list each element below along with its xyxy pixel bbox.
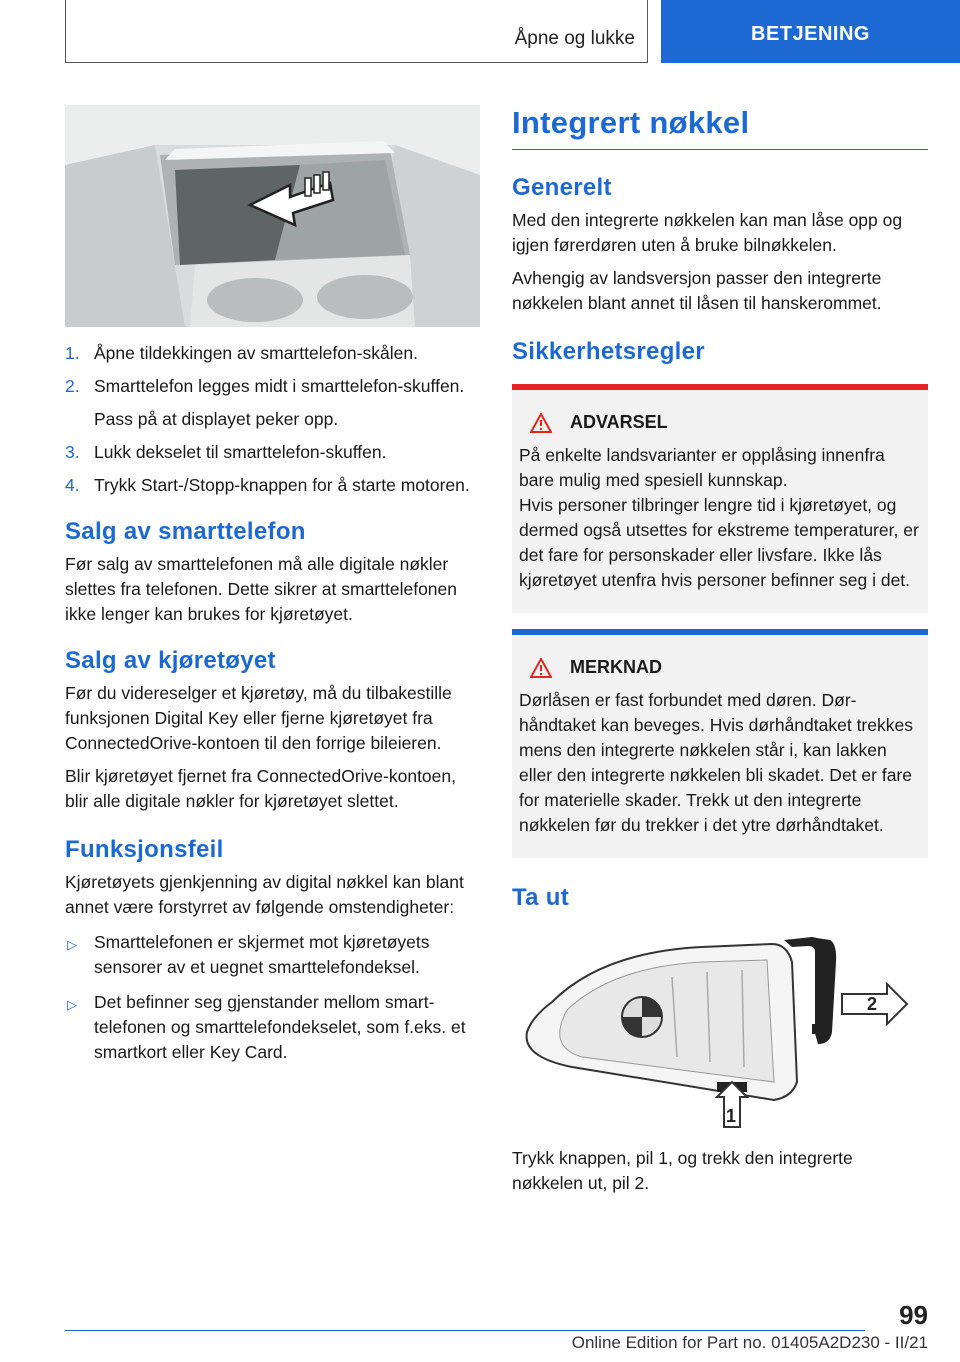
warning-text: På enkelte landsvarianter er opplåsing innenfra bare mulig med spesiell kunnskap. [519,445,885,490]
step-text: Trykk Start-/Stopp-knappen for å starte motoren. [94,475,470,495]
warning-box [512,384,928,613]
paragraph: Trykk knappen, pil 1, og trekk den integrerte nøkkelen ut, pil 2. [512,1148,853,1193]
list-item-text: Det befinner seg gjenstander mellom smarttelefonen og smarttelefondekselet, som f.eks. et smartkort eller Key Card. [94,992,466,1062]
list-item [65,930,480,980]
chapter-tab [661,0,960,63]
step-number: 3. [65,442,80,462]
paragraph: Avhengig av landsversjon passer den integrerte nøkkelen blant annet til låsen til hanskerommet. [512,268,882,313]
callout-1: 1 [726,1106,737,1126]
step-number: 4. [65,475,80,495]
paragraph: Kjøretøyets gjenkjenning av digital nøkkel kan blant annet være forstyrret av følgende omstendigheter: [65,872,464,917]
paragraph: Med den integrerte nøkkelen kan man låse opp og igjen førerdøren uten å bruke bilnøkkelen. [512,210,903,255]
step-item [65,473,480,498]
paragraph: Blir kjøretøyet fjernet fra ConnectedOrive-kontoen, blir alle digitale nøkler for kjøretøyet slettet. [65,766,456,811]
warning-label: ADVARSEL [570,412,668,432]
heading-ta-ut: Ta ut [512,884,570,911]
step-item [65,341,480,366]
heading-salg-smarttelefon: Salg av smarttelefon [65,518,306,545]
paragraph: Før salg av smarttelefonen må alle digitale nøkler slettes fra telefonen. Dette sikrer at smarttelefonen ikke lenger kan brukes for kjøretøyet. [65,554,457,624]
step-text: Åpne tildekkingen av smarttelefon-skålen. [94,343,418,363]
list-item [65,990,480,1065]
left-column [65,105,480,1075]
page-number: 99 [899,1300,928,1330]
callout-2: 2 [867,994,878,1014]
note-header [530,657,920,678]
step-subtext: Pass på at displayet peker opp. [94,409,339,429]
paragraph: Før du videreselger et kjøretøy, må du tilbakestille funksjonen Digital Key eller fjerne kjøretøyet fra ConnectedOrive-kontoen til den forrige bileieren. [65,683,452,753]
footer-divider [65,1330,865,1331]
heading-integrert-nokkel: Integrert nøkkel [512,105,928,150]
warning-triangle-icon [530,413,552,433]
heading-salg-kjoretoy: Salg av kjøretøyet [65,647,276,674]
step-item [65,374,480,432]
triangle-bullet-icon: ▷ [67,937,77,952]
step-number: 1. [65,343,80,363]
note-box [512,629,928,858]
key-fob-illustration [512,932,928,1132]
smartphone-tray-photo [65,105,480,327]
heading-sikkerhetsregler: Sikkerhetsregler [512,338,705,365]
warning-header [530,412,920,433]
step-item [65,440,480,465]
note-text: Dørlåsen er fast forbundet med døren. Dørhåndtaket kan beveges. Hvis dørhåndtaket trekkes mens den integrerte nøkkelen står i, kan lakken eller den integrerte nøkkelen bli skadet. Det er fare for materielle skader. Trekk ut den integrerte nøkkelen før du trekker i det ytre dørhåndtaket. [519,690,913,835]
list-item-text: Smarttelefonen er skjermet mot kjøretøyets sensorer av et uegnet smarttelefondeksel. [94,932,430,977]
heading-generelt: Generelt [512,174,612,201]
right-column [512,105,928,1196]
section-title: Åpne og lukke [514,28,635,49]
step-number: 2. [65,376,80,396]
step-text: Smarttelefon legges midt i smarttelefon-skuffen. [94,376,465,396]
warning-text: Hvis personer tilbringer lengre tid i kjøretøyet, og dermed også utsettes for ekstreme temperaturer, er det fare for personskader eller livsfare. Ikke lås kjøretøyet utenfra hvis personer befinner seg i det. [519,495,919,590]
step-text: Lukk dekselet til smarttelefon-skuffen. [94,442,387,462]
edition-text: Online Edition for Part no. 01405A2D230 - II/21 [571,1333,928,1352]
chapter-tab-label: BETJENING [751,23,870,45]
step-list [65,341,480,498]
bullet-list [65,930,480,1065]
caution-triangle-icon [530,658,552,678]
note-label: MERKNAD [570,657,662,677]
heading-funksjonsfeil: Funksjonsfeil [65,836,224,863]
triangle-bullet-icon: ▷ [67,997,77,1012]
